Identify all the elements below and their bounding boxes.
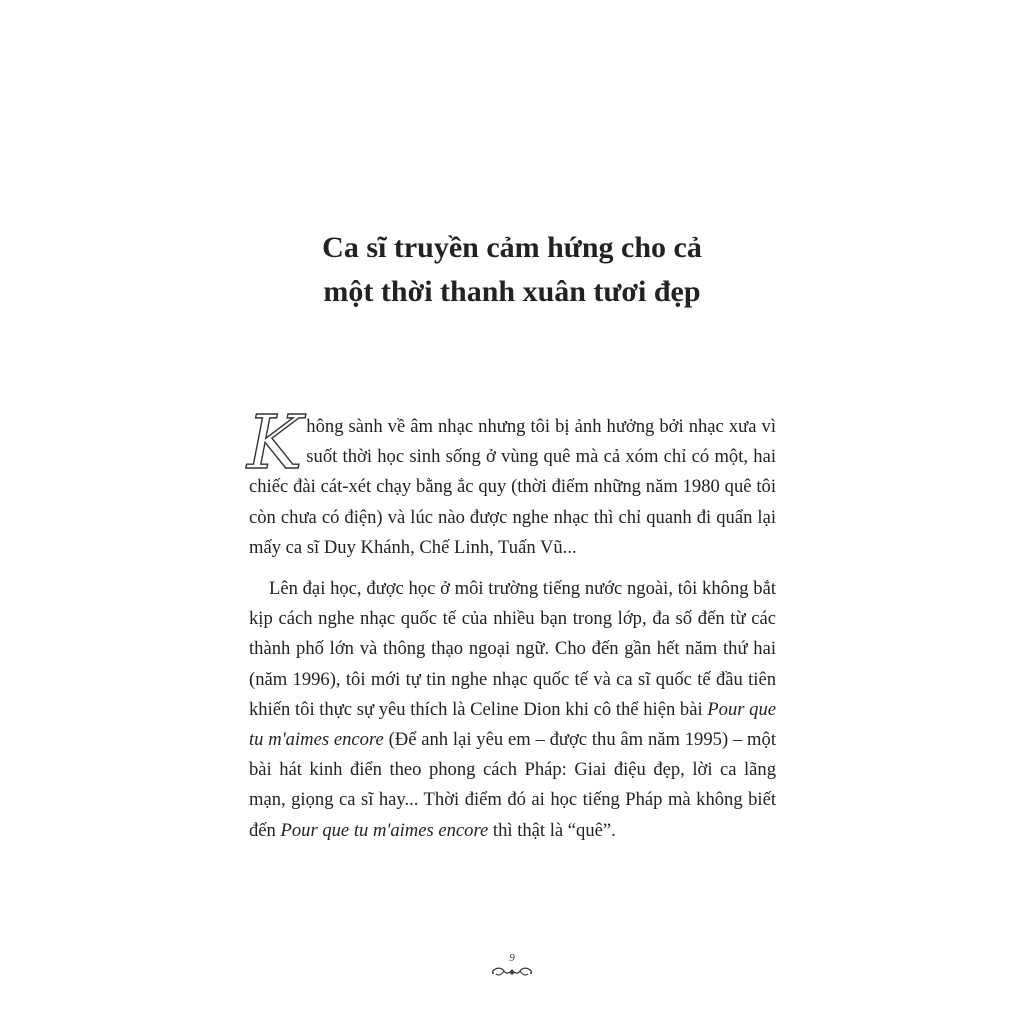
song-title-italic-2: Pour que tu m'aimes encore bbox=[280, 819, 489, 841]
paragraph-1 bbox=[247, 400, 776, 563]
page-number: 9 bbox=[509, 952, 515, 964]
chapter-title-line-1: Ca sĩ truyền cảm hứng cho cả bbox=[322, 231, 702, 264]
paragraph-2-text-c: thì thật là “quê”. bbox=[488, 819, 616, 841]
page-footer bbox=[472, 952, 552, 978]
chapter-title bbox=[230, 226, 794, 314]
paragraph-2-text-b: (Để anh lại yêu em – được thu âm năm 1995) – một bài hát kinh điển theo phong cách Pháp: Giai điệu đẹp, lời ca lãng mạn, giọng ca sĩ hay... Thời điểm đó ai học tiếng Pháp mà không biết đến bbox=[249, 729, 776, 841]
chapter-body bbox=[247, 400, 776, 846]
paragraph-2-text-a: Lên đại học, được học ở môi trường tiếng nước ngoài, tôi không bắt kịp cách nghe nhạc quốc tế của nhiều bạn trong lớp, đa số đến từ các thành phố lớn và thông thạo ngoại ngữ. Cho đến gần hết năm thứ hai (năm 1996), tôi mới tự tin nghe nhạc quốc tế và ca sĩ quốc tế đầu tiên khiến tôi thực sự yêu thích là Celine Dion khi cô thể hiện bài bbox=[249, 578, 776, 720]
chapter-title-line-2: một thời thanh xuân tươi đẹp bbox=[323, 275, 701, 308]
paragraph-2 bbox=[249, 574, 776, 846]
flourish-ornament-icon bbox=[490, 964, 534, 978]
paragraph-1-text: hông sành về âm nhạc nhưng tôi bị ảnh hưởng bởi nhạc xưa vì suốt thời học sinh sống ở vùng quê mà cả xóm chỉ có một, hai chiếc đài cát-xét chạy bằng ắc quy (thời điểm những năm 1980 quê tôi còn chưa có điện) và lúc nào được nghe nhạc thì chỉ quanh đi quẩn lại mấy ca sĩ Duy Khánh, Chế Linh, Tuấn Vũ... bbox=[249, 416, 776, 558]
song-title-italic: Pour que tu m'aimes encore bbox=[249, 698, 776, 751]
drop-cap: K bbox=[247, 400, 303, 486]
